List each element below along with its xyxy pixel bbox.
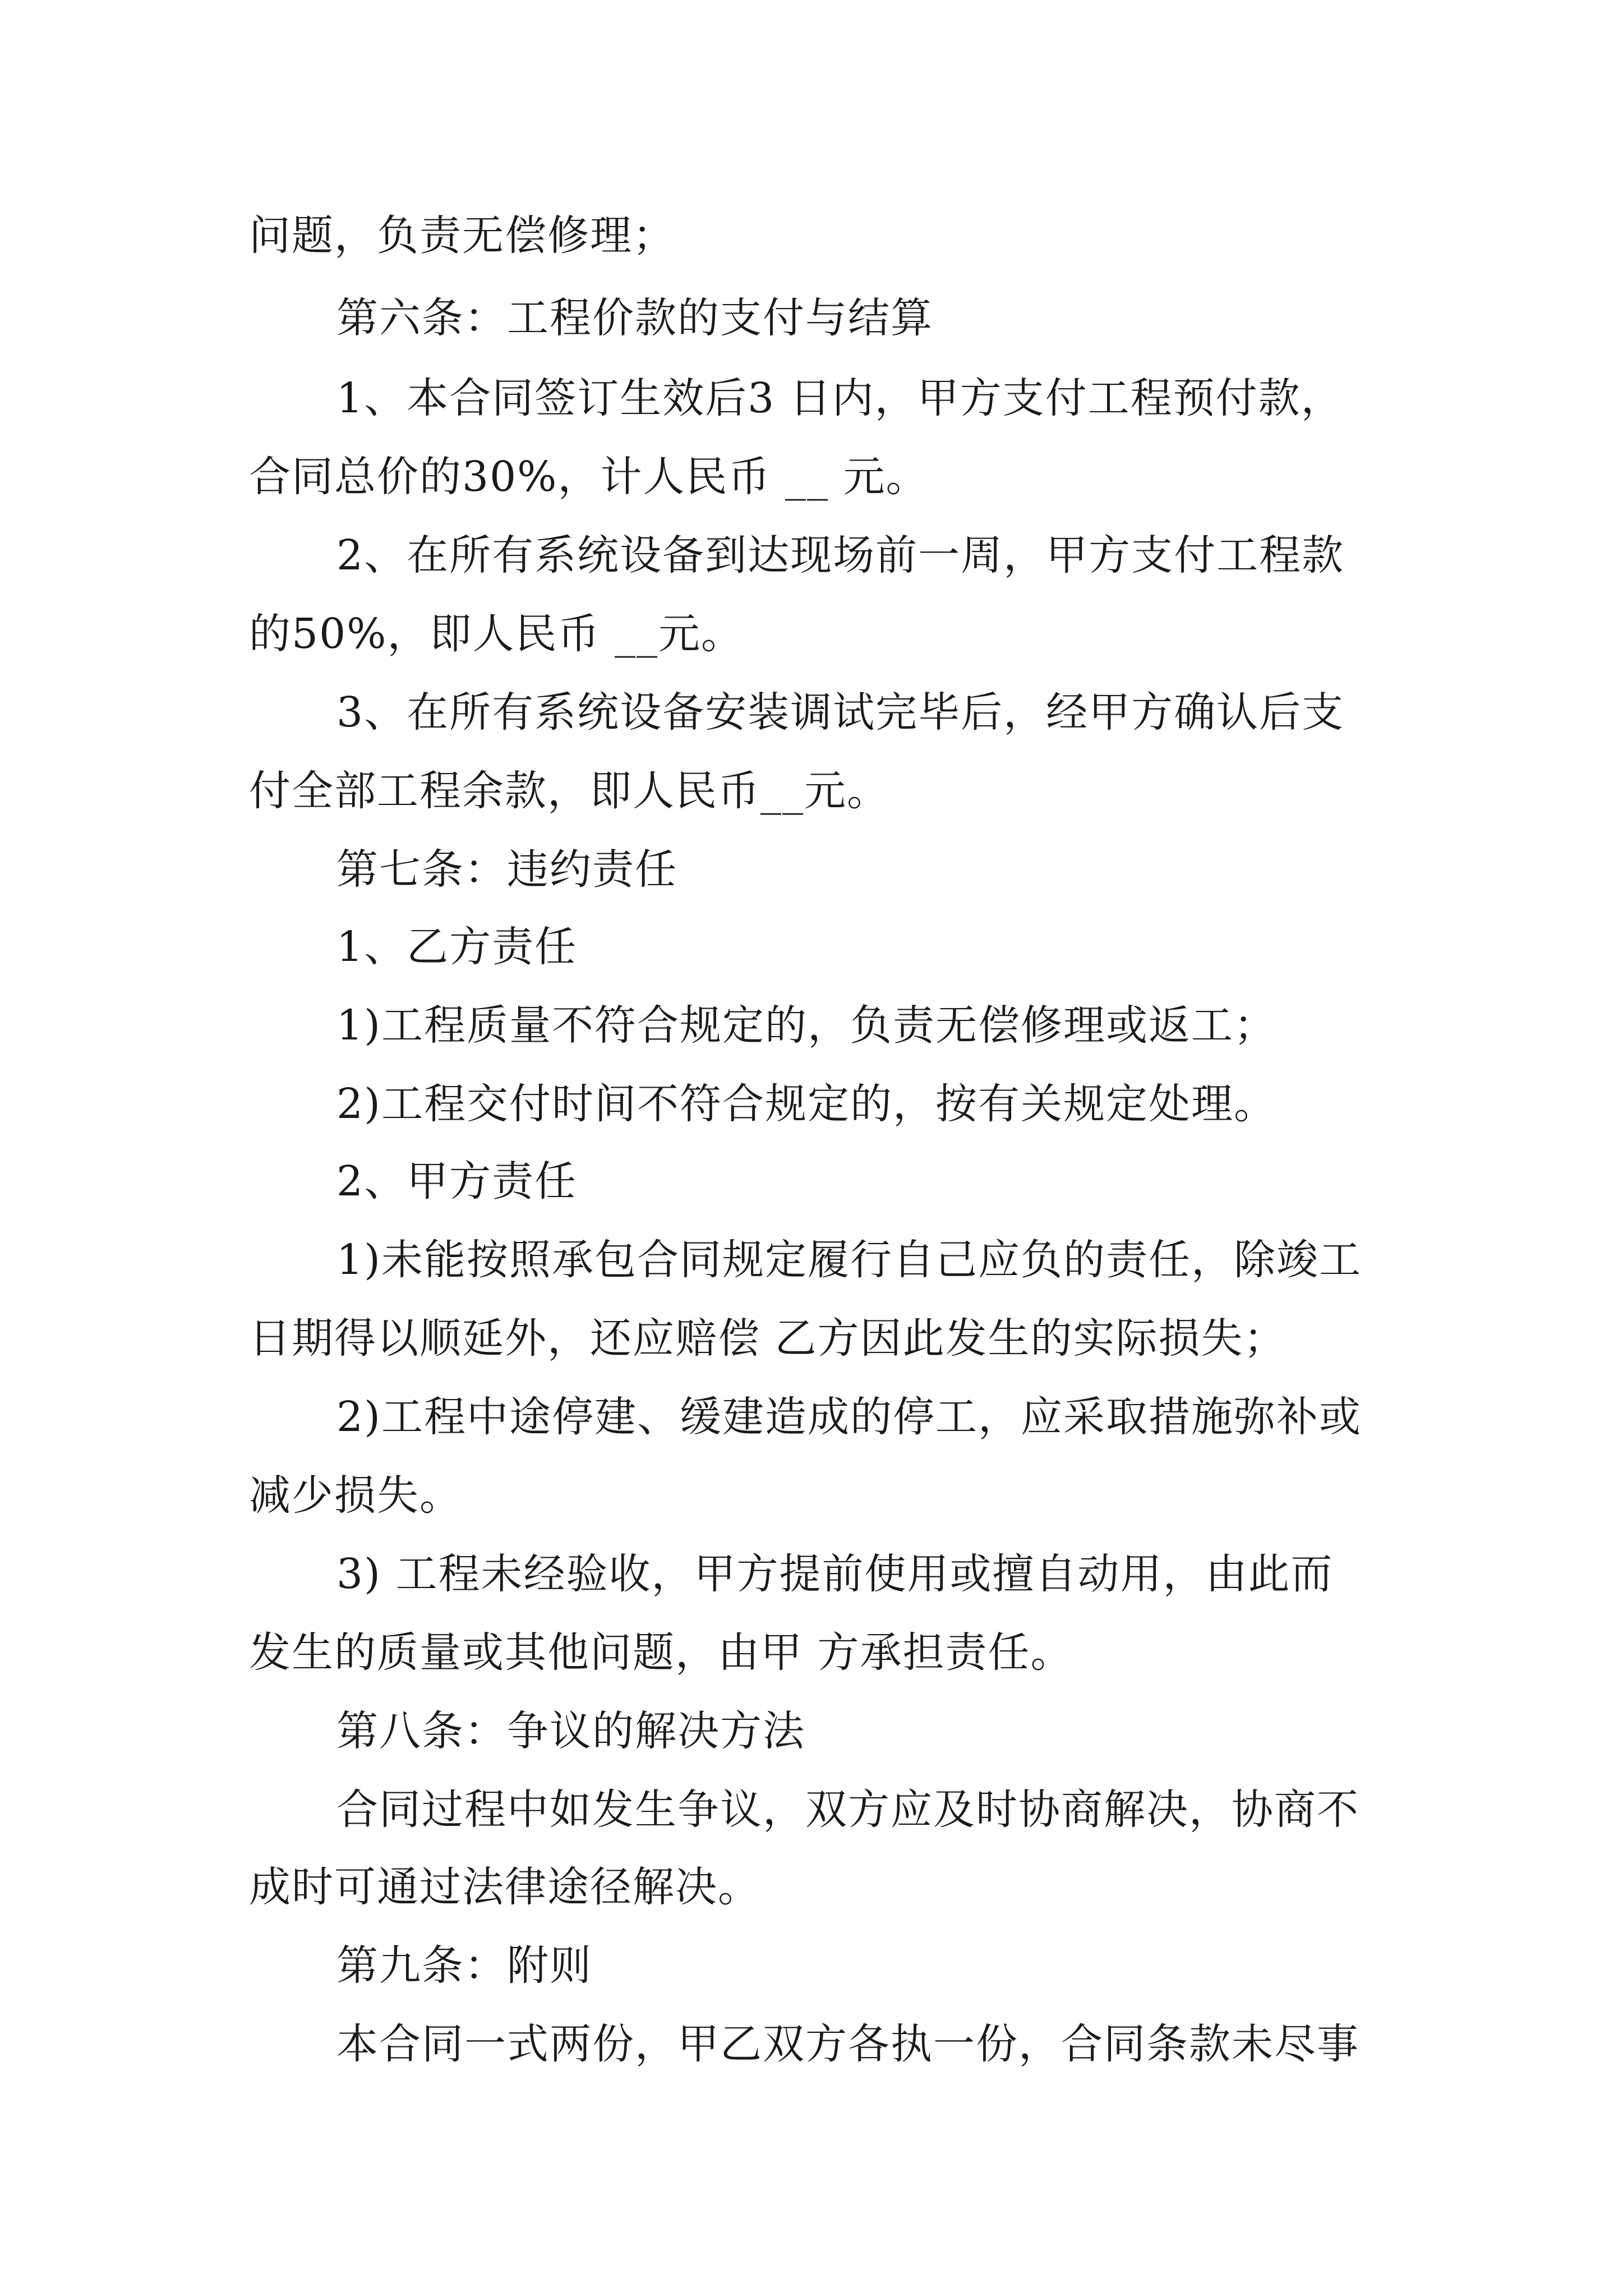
text-line: 的50%，即人民币 __元。 xyxy=(249,610,744,658)
text-line: 3、在所有系统设备安装调试完毕后，经甲方确认后支 xyxy=(336,688,1345,737)
text-line: 问题，负责无偿修理； xyxy=(249,211,675,260)
text-line: 2、在所有系统设备到达现场前一周，甲方支付工程款 xyxy=(336,531,1345,579)
section-heading: 第六条：工程价款的支付与结算 xyxy=(336,294,933,342)
text-line: 成时可通过法律途径解决。 xyxy=(249,1863,760,1911)
text-line: 2、甲方责任 xyxy=(336,1157,578,1205)
text-line: 2)工程交付时间不符合规定的，按有关规定处理。 xyxy=(336,1080,1276,1128)
text-line: 2)工程中途停建、缓建造成的停工，应采取措施弥补或 xyxy=(336,1393,1362,1441)
text-line: 1)未能按照承包合同规定履行自己应负的责任，除竣工 xyxy=(336,1236,1362,1284)
text-line: 1、乙方责任 xyxy=(336,923,578,971)
text-line: 本合同一式两份，甲乙双方各执一份，合同条款未尽事 xyxy=(336,2020,1359,2068)
text-line: 减少损失。 xyxy=(249,1471,462,1520)
text-line: 1)工程质量不符合规定的，负责无偿修理或返工； xyxy=(336,1001,1276,1050)
section-heading: 第八条：争议的解决方法 xyxy=(336,1707,805,1755)
text-line: 合同过程中如发生争议，双方应及时协商解决，协商不 xyxy=(336,1786,1359,1834)
text-line: 付全部工程余款，即人民币__元。 xyxy=(249,767,889,815)
section-heading: 第九条：附则 xyxy=(336,1941,592,1990)
text-line: 发生的质量或其他问题，由甲 方承担责任。 xyxy=(249,1628,1073,1677)
text-line: 3) 工程未经验收，甲方提前使用或擅自动用，由此而 xyxy=(336,1550,1334,1598)
text-line: 合同总价的30%，计人民币 __ 元。 xyxy=(249,453,929,501)
text-line: 1、本合同签订生效后3 日内，甲方支付工程预付款， xyxy=(336,374,1344,422)
section-heading: 第七条：违约责任 xyxy=(336,845,677,894)
text-line: 日期得以顺延外，还应赔偿 乙方因此发生的实际损失； xyxy=(249,1314,1287,1363)
